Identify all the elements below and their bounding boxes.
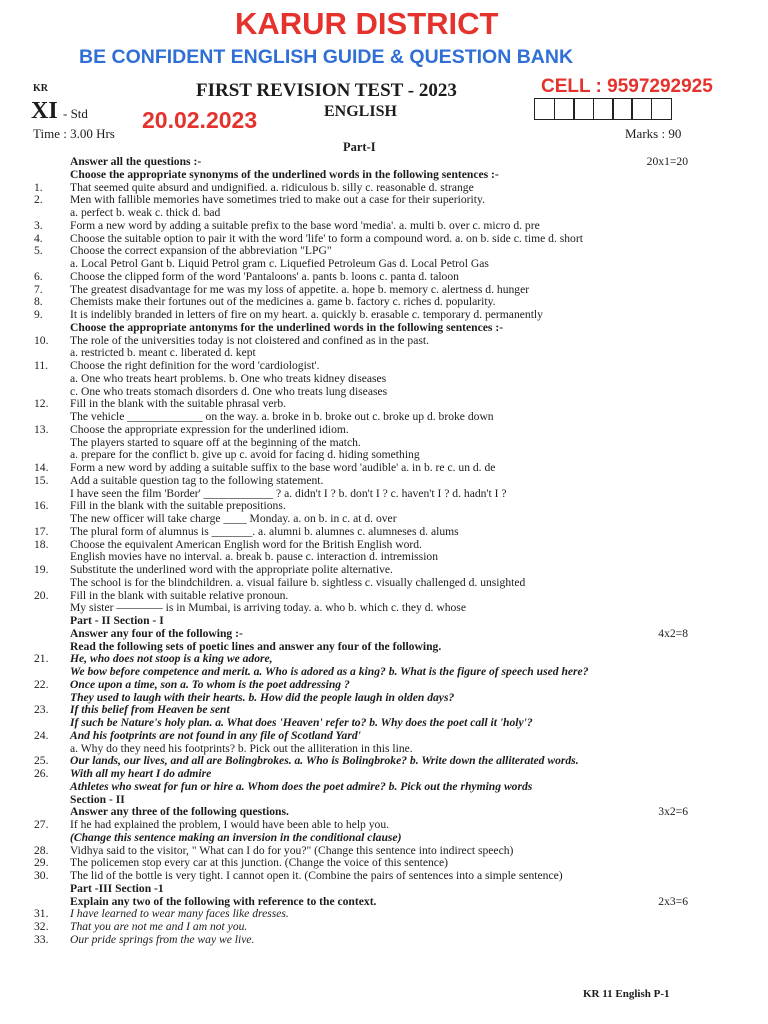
question-text: Men with fallible memories have sometimes tried to make out a case for their superiority.	[70, 193, 485, 207]
exam-date: 20.02.2023	[142, 107, 258, 133]
question-row	[0, 781, 768, 794]
question-text: a. restricted b. meant c. liberated d. kept	[70, 346, 256, 360]
question-row	[0, 934, 768, 947]
question-row	[0, 832, 768, 845]
question-text: The greatest disadvantage for me was my loss of appetite. a. hope b. memory c. alertness d. hunger	[70, 282, 530, 296]
question-text: We bow before competence and merit. a. Who is adored as a king? b. What is the figure of speech used here?	[70, 665, 589, 678]
question-number: 5.	[34, 244, 43, 258]
question-number: 1.	[34, 180, 43, 194]
std-main: XI	[31, 98, 58, 124]
question-text: Answer all the questions :-	[70, 155, 202, 168]
question-text: He, who does not stoop is a king we adore,	[70, 652, 273, 666]
question-text: The plural form of alumnus is _______. a. alumni b. alumnes c. alumneses d. alums	[70, 524, 459, 538]
time-allowed: Time : 3.00 Hrs	[33, 126, 115, 141]
question-row	[0, 462, 768, 475]
question-number: 22.	[34, 677, 49, 691]
question-text: My sister ———— is in Mumbai, is arriving today. a. who b. which c. they d. whose	[70, 601, 466, 615]
question-text: c. One who treats stomach disorders d. One who treats lung diseases	[70, 384, 388, 398]
question-row	[0, 564, 768, 577]
question-text: I have seen the film 'Border' ____________ ? a. didn't I ? b. don't I ? c. haven't I ? d. hadn't I ?	[70, 486, 507, 500]
question-row	[0, 819, 768, 832]
question-number: 23.	[34, 703, 49, 717]
question-row	[0, 870, 768, 883]
question-row	[0, 921, 768, 934]
question-number: 4.	[34, 231, 43, 245]
subject-name: ENGLISH	[324, 103, 397, 120]
question-text: Vidhya said to the visitor, " What can I do for you?" (Change this sentence into indirect speech)	[70, 843, 514, 857]
question-row	[0, 730, 768, 743]
question-text: That you are not me and I am not you.	[70, 920, 248, 933]
question-row	[0, 322, 768, 335]
question-text: The lid of the bottle is very tight. I cannot open it. (Combine the pairs of sentences into a simple sentence)	[70, 869, 563, 882]
district-banner: KARUR DISTRICT	[235, 6, 499, 41]
question-number: 21.	[34, 652, 49, 666]
question-row	[0, 220, 768, 233]
question-text: Form a new word by adding a suitable prefix to the base word 'media'. a. multi b. over c. micro d. pre	[70, 218, 540, 232]
question-number: 27.	[34, 818, 49, 831]
question-text: They used to laugh with their hearts. b. How did the people laugh in olden days?	[70, 690, 455, 704]
question-text: Athletes who sweat for fun or hire a. Whom does the poet admire? b. Pick out the rhyming words	[70, 779, 533, 793]
question-number: 11.	[34, 359, 49, 372]
question-text: Chemists make their fortunes out of the medicines a. game b. factory c. riches d. popularity.	[70, 295, 496, 309]
question-number: 2.	[34, 193, 43, 207]
question-text: Choose the equivalent American English word for the British English word.	[70, 537, 422, 551]
question-text: The role of the universities today is not cloistered and confined as in the past.	[70, 333, 429, 347]
question-number: 14.	[34, 461, 49, 474]
question-row	[0, 717, 768, 730]
question-number: 3.	[34, 218, 43, 232]
question-text: Fill in the blank with the suitable prepositions.	[70, 499, 286, 513]
question-text: a. Local Petrol Gant b. Liquid Petrol gram c. Liquefied Petroleum Gas d. Local Petrol Gas	[70, 257, 489, 270]
paper-code: KR	[33, 83, 48, 94]
question-text: Our lands, our lives, and all are Bolingbrokes. a. Who is Bolingbroke? b. Write down the alliterated words.	[70, 754, 579, 768]
question-text: The vehicle _____________ on the way. a. broke in b. broke out c. broke up d. broke down	[70, 410, 494, 423]
register-number-boxes	[536, 98, 672, 120]
question-row	[0, 513, 768, 526]
question-row	[0, 207, 768, 220]
question-number: 10.	[34, 333, 49, 347]
question-text: Our pride springs from the way we live.	[70, 932, 255, 946]
question-text: Fill in the blank with the suitable phrasal verb.	[70, 397, 287, 411]
question-row	[0, 679, 768, 692]
question-text: The players started to square off at the beginning of the match.	[70, 435, 361, 449]
total-marks: Marks : 90	[625, 126, 682, 141]
marks-allotment: 3x2=6	[658, 805, 688, 819]
question-row	[0, 615, 768, 628]
marks-allotment: 4x2=8	[658, 626, 688, 640]
question-list	[0, 156, 768, 947]
question-text: If this belief from Heaven be sent	[70, 703, 230, 717]
question-number: 8.	[34, 295, 43, 309]
question-text: Choose the right definition for the word 'cardiologist'.	[70, 359, 320, 372]
test-title: FIRST REVISION TEST - 2023	[196, 80, 457, 101]
question-text: Substitute the underlined word with the appropriate polite alternative.	[70, 563, 393, 576]
question-row	[0, 271, 768, 284]
question-number: 33.	[34, 932, 49, 946]
part-heading: Part-I	[343, 140, 376, 154]
question-text: Choose the correct expansion of the abbreviation "LPG"	[70, 244, 332, 258]
question-number: 9.	[34, 308, 43, 321]
question-text: Once upon a time, son a. To whom is the poet addressing ?	[70, 677, 350, 691]
question-text: Add a suitable question tag to the following statement.	[70, 473, 324, 487]
question-text: Part -III Section -1	[70, 881, 164, 895]
question-text: That seemed quite absurd and undignified. a. ridiculous b. silly c. reasonable d. strange	[70, 180, 474, 194]
question-text: a. Why do they need his footprints? b. Pick out the alliteration in this line.	[70, 741, 413, 755]
page-footer: KR 11 English P-1	[583, 988, 670, 1000]
question-number: 17.	[34, 524, 49, 538]
question-number: 16.	[34, 499, 49, 513]
guide-banner: BE CONFIDENT ENGLISH GUIDE & QUESTION BANK	[79, 46, 574, 68]
question-number: 32.	[34, 920, 49, 933]
question-text: Explain any two of the following with reference to the context.	[70, 894, 377, 908]
question-number: 29.	[34, 856, 49, 870]
question-number: 31.	[34, 907, 49, 921]
question-text: Answer any four of the following :-	[70, 626, 243, 640]
question-number: 18.	[34, 537, 49, 551]
question-text: Form a new word by adding a suitable suffix to the base word 'audible' a. in b. re c. un d. de	[70, 461, 496, 474]
question-text: a. perfect b. weak c. thick d. bad	[70, 206, 221, 219]
question-row	[0, 424, 768, 437]
question-number: 13.	[34, 422, 49, 436]
question-number: 26.	[34, 767, 49, 780]
question-number: 15.	[34, 473, 49, 487]
question-row	[0, 883, 768, 896]
question-text: a. One who treats heart problems. b. One who treats kidney diseases	[70, 371, 387, 385]
question-text: The policemen stop every car at this junction. (Change the voice of this sentence)	[70, 856, 448, 870]
question-text: Answer any three of the following questions.	[70, 805, 289, 819]
question-row	[0, 526, 768, 539]
question-text: It is indelibly branded in letters of fire on my heart. a. quickly b. erasable c. temporary d. permanently	[70, 308, 543, 321]
question-text: Fill in the blank with suitable relative pronoun.	[70, 588, 289, 602]
question-number: 7.	[34, 282, 43, 296]
question-number: 12.	[34, 397, 49, 411]
question-row	[0, 768, 768, 781]
question-text: And his footprints are not found in any file of Scotland Yard'	[70, 728, 361, 742]
question-text: With all my heart I do admire	[70, 767, 212, 780]
question-text: Read the following sets of poetic lines and answer any four of the following.	[70, 639, 442, 653]
question-number: 19.	[34, 563, 49, 576]
question-row	[0, 156, 768, 169]
question-row	[0, 309, 768, 322]
question-text: If he had explained the problem, I would have been able to help you.	[70, 818, 390, 831]
question-text: Choose the appropriate expression for the underlined idiom.	[70, 422, 349, 436]
question-row	[0, 258, 768, 271]
std-suffix: - Std	[63, 106, 88, 121]
marks-allotment: 20x1=20	[646, 155, 688, 168]
question-text: a. prepare for the conflict b. give up c. avoid for facing d. hiding something	[70, 448, 420, 462]
question-text: English movies have no interval. a. break b. pause c. interaction d. intremission	[70, 550, 439, 564]
question-row	[0, 475, 768, 488]
question-number: 24.	[34, 728, 49, 742]
question-row	[0, 360, 768, 373]
question-text: If such be Nature's holy plan. a. What does 'Heaven' refer to? b. Why does the poet call it 'holy'?	[70, 716, 533, 729]
question-text: The school is for the blindchildren. a. visual failure b. sightless c. visually challenged d. unsighted	[70, 575, 526, 589]
question-row	[0, 411, 768, 424]
question-row	[0, 666, 768, 679]
question-number: 28.	[34, 843, 49, 857]
question-row	[0, 577, 768, 590]
question-text: I have learned to wear many faces like dresses.	[70, 907, 289, 921]
question-text: Choose the appropriate antonyms for the underlined words in the following sentences :-	[70, 320, 504, 334]
marks-allotment: 2x3=6	[658, 894, 688, 908]
question-row	[0, 169, 768, 182]
cell-number: CELL : 9597292925	[541, 76, 713, 97]
question-number: 20.	[34, 588, 49, 602]
question-number: 30.	[34, 869, 49, 882]
question-row	[0, 628, 768, 641]
question-number: 6.	[34, 269, 43, 283]
question-text: Section - II	[70, 792, 125, 806]
question-text: Choose the appropriate synonyms of the underlined words in the following sentences :-	[70, 167, 499, 181]
question-text: Choose the suitable option to pair it with the word 'life' to form a compound word. a. on b. side c. time d. short	[70, 231, 583, 245]
question-row	[0, 373, 768, 386]
question-text: (Change this sentence making an inversion in the conditional clause)	[70, 830, 402, 844]
question-text: Choose the clipped form of the word 'Pantaloons' a. pants b. loons c. panta d. taloon	[70, 269, 459, 283]
question-number: 25.	[34, 754, 49, 768]
question-text: The new officer will take charge ____ Monday. a. on b. in c. at d. over	[70, 512, 397, 525]
question-text: Part - II Section - I	[70, 614, 164, 627]
